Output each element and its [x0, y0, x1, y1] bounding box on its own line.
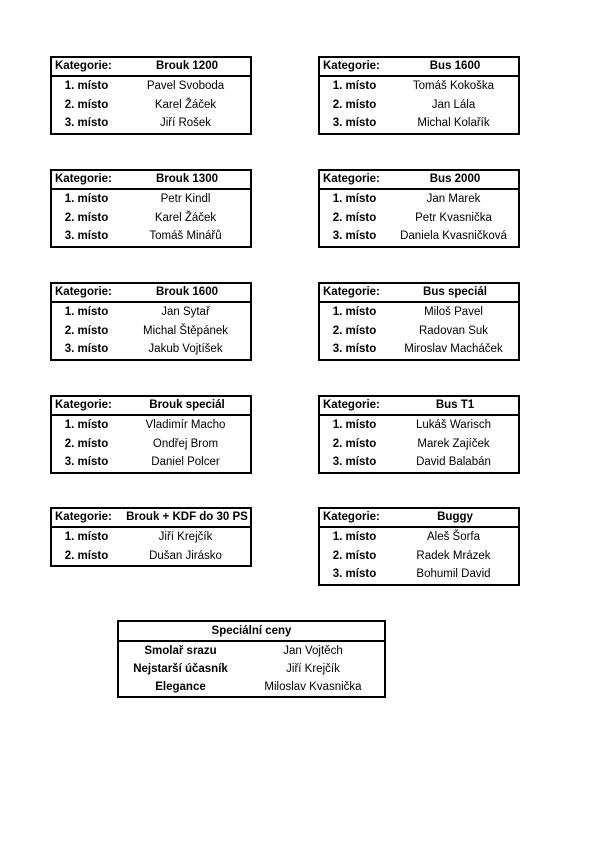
- place-label: 3. místo: [64, 230, 109, 242]
- table-row: [52, 77, 250, 96]
- table-row: [320, 528, 518, 547]
- table-row: [320, 303, 518, 322]
- table-header: [320, 171, 518, 190]
- table-row: [320, 547, 518, 566]
- kategorie-label: Kategorie:: [323, 286, 380, 298]
- table-row: [320, 96, 518, 115]
- place-label: 3. místo: [332, 117, 377, 129]
- prize-label: Nejstarší účasník: [133, 663, 228, 675]
- category-table-brouk-1200: [50, 56, 252, 135]
- kategorie-label: Kategorie:: [55, 286, 112, 298]
- winner-name: David Balabán: [416, 456, 491, 468]
- category-title: Brouk 1600: [155, 286, 218, 298]
- table-header: [52, 284, 250, 303]
- place-label: 2. místo: [64, 98, 109, 111]
- place-label: 1. místo: [64, 531, 109, 543]
- category-table-bus-special: [318, 282, 520, 361]
- category-table-brouk-1600: [50, 282, 252, 361]
- table-row: [320, 340, 518, 359]
- table-row: [320, 435, 518, 454]
- table-row: [52, 547, 250, 566]
- category-table-bus-t1: [318, 395, 520, 474]
- category-table-buggy: [318, 507, 520, 586]
- table-header: [52, 58, 250, 77]
- kategorie-label: Kategorie:: [323, 60, 380, 72]
- table-header: [320, 58, 518, 77]
- table-row: [52, 453, 250, 472]
- place-label: 1. místo: [64, 419, 109, 431]
- winner-name: Tomáš Kokoška: [412, 80, 495, 92]
- table-header: [320, 284, 518, 303]
- category-title: Bus T1: [435, 399, 475, 411]
- table-row: [52, 322, 250, 341]
- table-row: [320, 322, 518, 341]
- table-header: [52, 509, 250, 528]
- winner-name: Bohumil David: [416, 568, 491, 580]
- category-title: Brouk + KDF do 30 PS: [126, 511, 248, 523]
- place-label: 1. místo: [64, 80, 109, 92]
- table-row: [320, 190, 518, 209]
- winner-name: Vladimír Macho: [145, 419, 226, 431]
- winner-name: Jakub Vojtíšek: [148, 343, 223, 355]
- kategorie-label: Kategorie:: [323, 511, 380, 523]
- place-label: 2. místo: [332, 98, 377, 111]
- category-title: Bus 1600: [429, 60, 481, 72]
- kategorie-label: Kategorie:: [55, 511, 112, 523]
- kategorie-label: Kategorie:: [55, 60, 112, 72]
- table-row: [320, 77, 518, 96]
- table-row: [52, 416, 250, 435]
- winner-name: Radovan Suk: [418, 324, 489, 337]
- winner-name: Jan Lála: [431, 98, 476, 111]
- place-label: 1. místo: [332, 80, 377, 92]
- winner-name: Daniel Polcer: [151, 456, 220, 468]
- category-table-bus-1600: [318, 56, 520, 135]
- category-table-brouk-kdf: [50, 507, 252, 567]
- winner-name: Michal Štěpánek: [142, 324, 229, 337]
- winner-name: Miloš Pavel: [424, 306, 483, 318]
- category-title: Brouk speciál: [149, 399, 225, 411]
- table-row: [320, 565, 518, 584]
- kategorie-label: Kategorie:: [55, 399, 112, 411]
- winner-name: Michal Kolařík: [417, 117, 490, 129]
- table-row: [320, 453, 518, 472]
- winner-name: Jiří Krejčík: [286, 663, 340, 675]
- place-label: 2. místo: [332, 549, 377, 562]
- table-row: [320, 416, 518, 435]
- table-header: [320, 509, 518, 528]
- place-label: 2. místo: [64, 437, 109, 450]
- place-label: 1. místo: [64, 306, 109, 318]
- table-header: [52, 171, 250, 190]
- place-label: 3. místo: [332, 568, 377, 580]
- table-row: [52, 340, 250, 359]
- place-label: 1. místo: [332, 419, 377, 431]
- winner-name: Radek Mrázek: [416, 549, 491, 562]
- place-label: 2. místo: [332, 437, 377, 450]
- special-prizes-title: Speciální ceny: [119, 622, 384, 642]
- place-label: 2. místo: [64, 324, 109, 337]
- prize-label: Smolař srazu: [144, 645, 217, 657]
- winner-name: Tomáš Minářů: [149, 230, 222, 242]
- winner-name: Jiří Krejčík: [158, 531, 213, 543]
- table-row: [52, 435, 250, 454]
- place-label: 3. místo: [64, 343, 109, 355]
- place-label: 3. místo: [332, 456, 377, 468]
- place-label: 3. místo: [64, 117, 109, 129]
- table-row: [52, 227, 250, 246]
- winner-name: Miloslav Kvasnička: [264, 681, 362, 693]
- table-row: [52, 528, 250, 547]
- table-row: [52, 209, 250, 228]
- winner-name: Jiří Rošek: [159, 117, 212, 129]
- table-row: [52, 303, 250, 322]
- kategorie-label: Kategorie:: [55, 173, 112, 185]
- category-table-brouk-1300: [50, 169, 252, 248]
- place-label: 1. místo: [64, 193, 109, 205]
- table-row: [119, 642, 384, 660]
- place-label: 2. místo: [64, 549, 109, 562]
- place-label: 3. místo: [64, 456, 109, 468]
- place-label: 1. místo: [332, 531, 377, 543]
- place-label: 2. místo: [64, 211, 109, 224]
- table-header: [52, 397, 250, 416]
- winner-name: Daniela Kvasničková: [400, 230, 507, 242]
- table-row: [320, 209, 518, 228]
- winner-name: Marek Zajíček: [417, 437, 490, 450]
- category-title: Bus 2000: [429, 173, 481, 185]
- table-row: [52, 96, 250, 115]
- table-row: [52, 190, 250, 209]
- winner-name: Jan Vojtěch: [283, 645, 343, 657]
- place-label: 1. místo: [332, 193, 377, 205]
- kategorie-label: Kategorie:: [323, 399, 380, 411]
- category-title: Brouk 1300: [155, 173, 218, 185]
- category-title: Brouk 1200: [155, 60, 218, 72]
- table-row: [119, 678, 384, 696]
- category-title: Bus speciál: [423, 286, 487, 298]
- place-label: 3. místo: [332, 230, 377, 242]
- place-label: 3. místo: [332, 343, 377, 355]
- special-prizes-table: [117, 620, 386, 698]
- winner-name: Karel Žáček: [154, 98, 217, 111]
- kategorie-label: Kategorie:: [323, 173, 380, 185]
- prize-label: Elegance: [155, 681, 206, 693]
- table-header: [320, 397, 518, 416]
- winner-name: Lukáš Warisch: [416, 419, 491, 431]
- table-row: [320, 227, 518, 246]
- winner-name: Jan Marek: [426, 193, 481, 205]
- winner-name: Dušan Jirásko: [149, 549, 222, 562]
- winner-name: Karel Žáček: [154, 211, 217, 224]
- winner-name: Aleš Šorfa: [426, 531, 481, 543]
- winner-name: Jan Sytař: [161, 306, 210, 318]
- table-row: [119, 660, 384, 678]
- winner-name: Petr Kvasnička: [415, 211, 492, 224]
- winner-name: Petr Kindl: [160, 193, 211, 205]
- category-table-bus-2000: [318, 169, 520, 248]
- category-table-brouk-special: [50, 395, 252, 474]
- table-row: [52, 114, 250, 133]
- winner-name: Miroslav Macháček: [404, 343, 503, 355]
- winner-name: Pavel Svoboda: [146, 80, 225, 92]
- place-label: 1. místo: [332, 306, 377, 318]
- table-row: [320, 114, 518, 133]
- place-label: 2. místo: [332, 211, 377, 224]
- place-label: 2. místo: [332, 324, 377, 337]
- winner-name: Ondřej Brom: [152, 437, 219, 450]
- category-title: Buggy: [437, 511, 473, 523]
